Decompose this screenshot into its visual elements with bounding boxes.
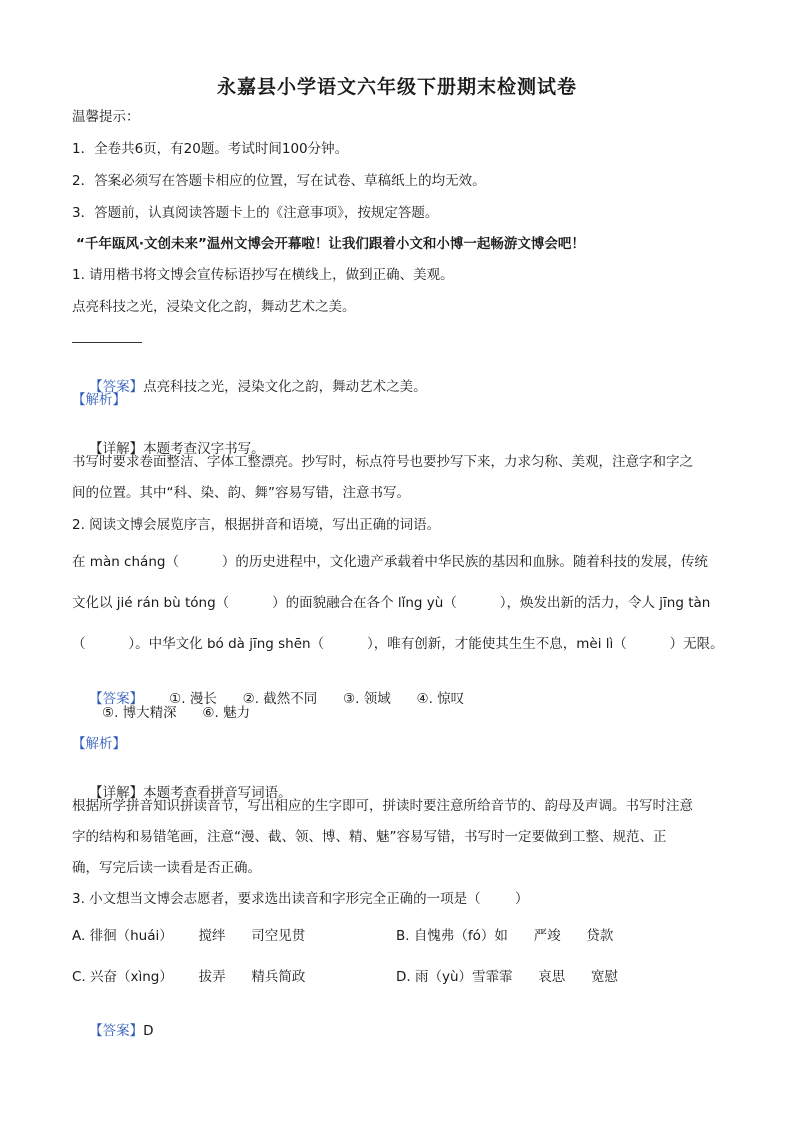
answer-text: ⑤. 博大精深 ⑥. 魅力 xyxy=(102,705,251,721)
writing-line xyxy=(72,342,142,343)
answer-tag: 【答案】 xyxy=(89,1023,144,1039)
page-title: 永嘉县小学语文六年级下册期末检测试卷 xyxy=(216,76,577,98)
explanation-text: 字的结构和易错笔画，注意“漫、截、领、博、精、魅”容易写错，书写时一定要做到工整、规范、正 xyxy=(72,829,667,845)
tip-item: 3．答题前，认真阅读答题卡上的《注意事项》，按规定答题。 xyxy=(72,205,439,221)
passage-line: 在 màn cháng（ ）的历史进程中，文化遗产承载着中华民族的基因和血脉。随着科技的发展，传统 xyxy=(72,554,708,570)
analysis-tag: 【解析】 xyxy=(72,392,126,408)
tip-item: 2．答案必须写在答题卡相应的位置，写在试卷、草稿纸上的均无效。 xyxy=(72,173,486,189)
option-c: C. 兴奋（xìng） 拔弄 精兵简政 xyxy=(72,969,306,985)
tip-item: 1．全卷共6页，有20题。考试时间100分钟。 xyxy=(72,141,349,157)
explanation-text: 书写时要求卷面整洁、字体工整漂亮。抄写时，标点符号也要抄写下来，力求匀称、美观，注意字和字之 xyxy=(72,454,693,470)
detail-tag: 【详解】 xyxy=(89,441,144,457)
question-2: 2. 阅读文博会展览序言，根据拼音和语境，写出正确的词语。 xyxy=(72,517,441,533)
question-1: 1. 请用楷书将文博会宣传标语抄写在横线上，做到正确、美观。 xyxy=(72,267,454,283)
detail-tag: 【详解】 xyxy=(89,785,144,801)
tips-header: 温馨提示： xyxy=(72,109,140,125)
intro-banner: “千年瓯风·文创未来”温州文博会开幕啦！让我们跟着小文和小博一起畅游文博会吧！ xyxy=(76,236,585,252)
detail-text: 本题考查看拼音写词语。 xyxy=(143,785,292,801)
passage-line: 文化以 jié rán bù tóng（ ）的面貌融合在各个 lǐng yù（ ），焕发出新的活力，令人 jīng tàn xyxy=(72,595,711,611)
explanation-text: 确，写完后读一读看是否正确。 xyxy=(72,860,261,876)
answer-text: 点亮科技之光，浸染文化之韵，舞动艺术之美。 xyxy=(143,379,427,395)
passage-line: （ ）。中华文化 bó dà jīng shēn（ ），唯有创新，才能使其生生不息，mèi lì（ ）无限。 xyxy=(72,636,724,652)
answer-row xyxy=(72,1004,154,1058)
detail-text: 本题考查汉字书写。 xyxy=(143,441,265,457)
answer-text: ①. 漫长 ②. 截然不同 ③. 领域 ④. 惊叹 xyxy=(169,691,465,707)
explanation-text: 根据所学拼音知识拼读音节，写出相应的生字即可，拼读时要注意所给音节的、韵母及声调。书写时注意 xyxy=(72,798,693,814)
option-b: B. 自愧弗（fó）如 严竣 贷款 xyxy=(396,928,614,944)
slogan-text: 点亮科技之光，浸染文化之韵，舞动艺术之美。 xyxy=(72,299,356,315)
answer-tag: 【答案】 xyxy=(89,379,144,395)
question-3: 3. 小文想当文博会志愿者，要求选出读音和字形完全正确的一项是（ ） xyxy=(72,891,529,907)
option-a: A. 徘徊（huái） 搅绊 司空见贯 xyxy=(72,928,306,944)
answer-tag: 【答案】 xyxy=(89,691,144,707)
option-d: D. 雨（yù）雪霏霏 哀思 宽慰 xyxy=(396,969,619,985)
explanation-text: 间的位置。其中“科、染、韵、舞”容易写错，注意书写。 xyxy=(72,485,410,501)
answer-text: D xyxy=(143,1023,154,1039)
analysis-tag: 【解析】 xyxy=(72,736,126,752)
